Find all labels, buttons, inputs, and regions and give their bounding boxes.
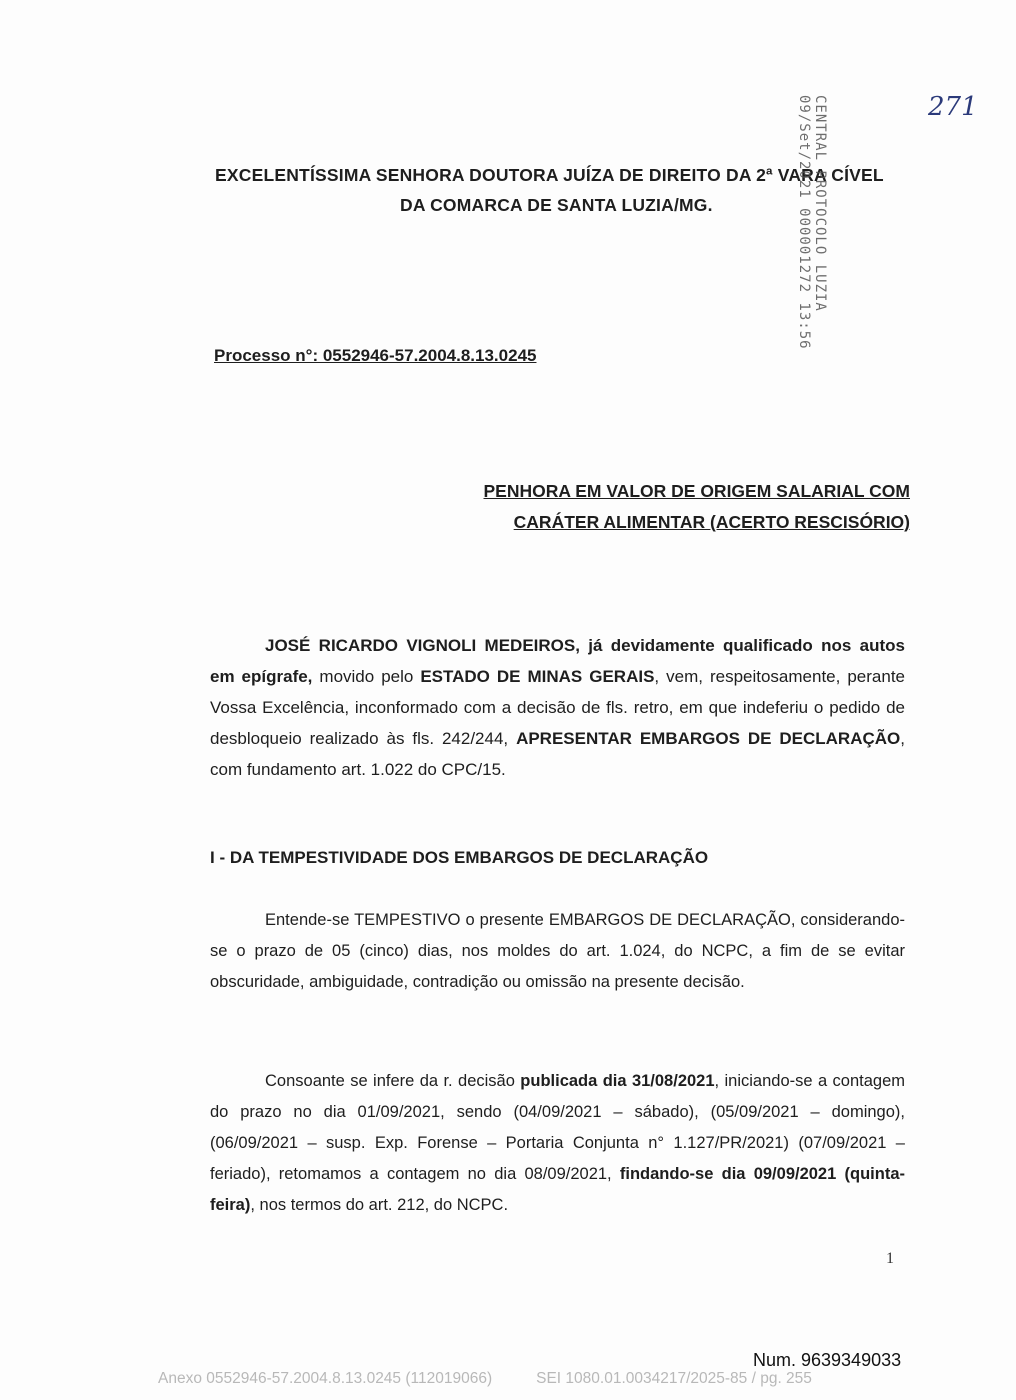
paragraph-tempestivity: Entende-se TEMPESTIVO o presente EMBARGOS DE DECLARAÇÃO, considerando-se o prazo de 05 (cinco) dias, nos moldes do art. 1.024, do NCPC, a fim de se evitar obscuridade, ambiguidade, contradição ou omissão na presente decisão. [210,911,905,991]
addressee-line-1: EXCELENTÍSSIMA SENHORA DOUTORA JUÍZA DE DIREITO DA 2ª VARA CÍVEL [215,165,884,185]
deadline-end: findando-se dia 09/09/2021 (quinta-feira) [210,1165,905,1214]
party-name: JOSÉ RICARDO VIGNOLI MEDEIROS, já devidamente qualificado nos autos em epígrafe, [210,636,905,686]
subject-heading [450,476,910,538]
paragraph-deadline-text-2: , iniciando-se a contagem do prazo no dia 01/09/2021, sendo (04/09/2021 – sábado), (05/09/2021 – domingo), (06/09/2021 – susp. Exp. Forense – Portaria Conjunta n° 1.127/PR/2021) (07/09/2021 – feriado), retomamos a contagem no dia 08/09/2021, [210,1072,905,1183]
opposing-party: ESTADO DE MINAS GERAIS [420,667,655,686]
paragraph-intro [210,630,905,785]
action-title: APRESENTAR EMBARGOS DE DECLARAÇÃO [516,729,901,748]
paragraph-deadline-text-3: , nos termos do art. 212, do NCPC. [250,1196,509,1214]
paragraph-intro-text-2: , vem, respeitosamente, perante Vossa Excelência, inconformado com a decisão de fls. retro, em que indeferiu o pedido de desbloqueio realizado às fls. 242/244, [210,667,905,748]
footer-sei: SEI 1080.01.0034217/2025-85 / pg. 255 [536,1370,812,1387]
addressee-line-2: DA COMARCA DE SANTA LUZIA/MG. [400,195,713,215]
subject-line-2: CARÁTER ALIMENTAR (ACERTO RESCISÓRIO) [513,512,910,532]
section-heading: I - DA TEMPESTIVIDADE DOS EMBARGOS DE DECLARAÇÃO [210,848,709,867]
publication-date: publicada dia 31/08/2021 [520,1072,715,1090]
paragraph-intro-text-1: movido pelo [312,667,421,686]
page-number: 1 [886,1250,894,1267]
footer [158,1370,856,1388]
document-num: Num. 9639349033 [753,1350,902,1370]
protocol-stamp: CENTRAL PROTOCOLO LUZIA 09/Set/2021 000001272 13:56 [796,95,828,350]
paragraph-intro-text-3: , com fundamento art. 1.022 do CPC/15. [210,729,905,779]
process-number: Processo n°: 0552946-57.2004.8.13.0245 [214,346,537,365]
subject-line-1: PENHORA EM VALOR DE ORIGEM SALARIAL COM [483,481,910,501]
paragraph-deadline-text-1: Consoante se infere da r. decisão [265,1072,521,1090]
paragraph-deadline [210,1066,905,1221]
handwritten-page-number: 271 [928,92,978,122]
footer-annex: Anexo 0552946-57.2004.8.13.0245 (112019066) [158,1370,493,1387]
